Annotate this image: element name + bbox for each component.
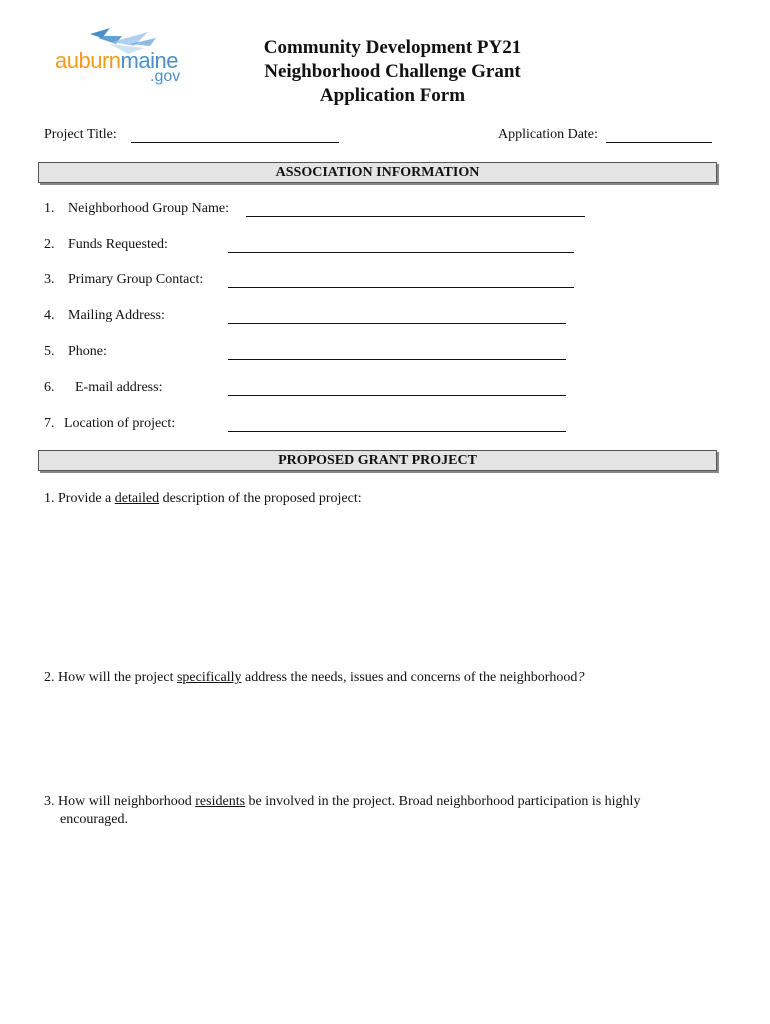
question-2-prefix: 2. How will the project [44,670,177,685]
question-3-line-1 [44,793,716,811]
question-3-prefix: 3. How will neighborhood [44,794,196,809]
form-title [200,36,585,108]
application-date-label: Application Date: [498,127,598,142]
question-2-suffix: address the needs, issues and concerns of the neighborhood [241,670,578,685]
question-3-answer-area[interactable] [44,836,714,1006]
mailing-address-field[interactable] [228,322,566,324]
logo-word-auburn: auburn [55,48,121,73]
location-of-project-label: Location of project: [64,416,176,431]
question-3-suffix: be involved in the project. Broad neighborhood participation is highly [245,794,641,809]
title-line-2: Neighborhood Challenge Grant [264,61,521,82]
field-number-3: 3. [44,272,55,287]
question-2-end: ? [577,670,585,685]
primary-group-contact-label: Primary Group Contact: [68,272,204,287]
email-address-field[interactable] [228,394,566,396]
question-3 [44,793,716,829]
question-2 [44,669,584,687]
primary-group-contact-field[interactable] [228,286,574,288]
question-1-emphasis: detailed [114,491,160,506]
proposed-section-heading: PROPOSED GRANT PROJECT [38,450,717,471]
field-number-5: 5. [44,344,55,359]
location-of-project-field[interactable] [228,430,566,432]
logo-word-maine: maine [120,48,178,73]
question-1 [44,490,362,508]
association-section-heading: ASSOCIATION INFORMATION [38,162,717,183]
title-line-1: Community Development PY21 [263,37,522,58]
question-3-first-line [44,793,640,811]
field-number-1: 1. [44,201,55,216]
neighborhood-group-name-label: Neighborhood Group Name: [68,201,229,216]
field-number-4: 4. [44,308,55,323]
application-date-field[interactable] [606,141,712,143]
question-3-line-2: encouraged. [60,812,129,827]
field-number-2: 2. [44,237,55,252]
email-address-label: E-mail address: [75,380,163,395]
title-line-3: Application Form [319,85,466,106]
field-number-7: 7. [44,416,55,431]
logo-gov: .gov [150,68,181,85]
field-number-6: 6. [44,380,55,395]
question-1-answer-area[interactable] [44,512,714,662]
funds-requested-field[interactable] [228,251,574,253]
question-1-prefix: 1. Provide a [44,491,115,506]
question-1-suffix: description of the proposed project: [159,491,362,506]
phone-label: Phone: [68,344,107,359]
question-3-emphasis: residents [195,794,246,809]
phone-field[interactable] [228,358,566,360]
project-title-field[interactable] [131,141,339,143]
funds-requested-label: Funds Requested: [68,237,168,252]
mailing-address-label: Mailing Address: [68,308,165,323]
neighborhood-group-name-field[interactable] [246,215,585,217]
project-title-label: Project Title: [44,127,117,142]
question-2-answer-area[interactable] [44,692,714,792]
question-2-emphasis: specifically [176,670,242,685]
